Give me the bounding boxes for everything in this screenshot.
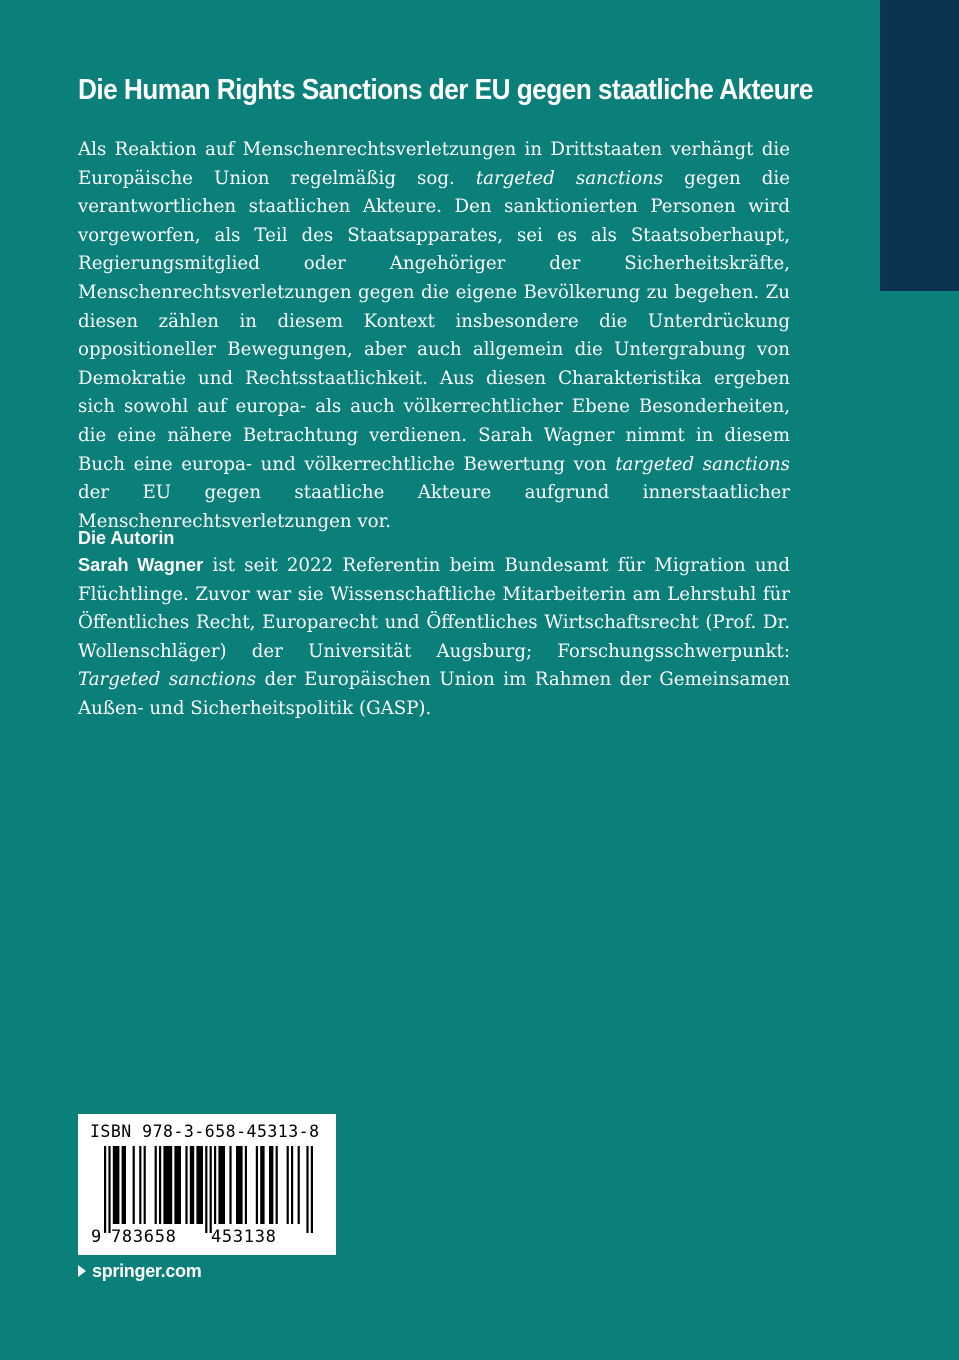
barcode-bar [214,1146,216,1224]
barcode-bar [291,1146,293,1224]
publisher-url: springer.com [92,1261,202,1281]
barcode-bar [139,1146,141,1224]
barcode-bar [159,1146,161,1224]
barcode-bar [108,1146,110,1233]
barcode-bar [185,1146,187,1224]
barcode-bar [205,1146,207,1233]
isbn-label: ISBN 978-3-658-45313-8 [90,1122,320,1141]
barcode-bar [298,1146,300,1224]
barcode-digits-left: 783658 [111,1227,177,1247]
barcode-bar [256,1146,258,1224]
barcode-bar [218,1146,225,1224]
barcode-bar [133,1146,135,1224]
barcode-bar [276,1146,278,1224]
barcode-digits-right: 453138 [211,1227,277,1247]
barcode-bar [236,1146,243,1224]
barcode-bar [122,1146,126,1224]
arrow-right-icon [78,1265,86,1277]
barcode-bar [163,1146,172,1224]
author-name: Sarah Wagner [78,555,204,575]
barcode-bar [144,1146,146,1224]
barcode-bar [229,1146,231,1224]
barcode-bar [104,1146,106,1233]
corner-accent-bar [880,0,959,291]
book-title: Die Human Rights Sanctions der EU gegen staatliche Akteure [78,74,813,106]
author-bio-part-2: der Europäischen Union im Rahmen der Gemeinsamen Außen- und Sicherheitspolitik (GASP). [78,669,790,719]
barcode-bar [269,1146,273,1224]
barcode-bar [113,1146,120,1224]
description-part-2: gegen die verantwortlichen staatlichen Akteure. Den sanktionierten Personen wird vorgeworfen, als Teil des Staatsapparates, sei es als Staatsoberhaupt, Regierungsmitglied oder Angehöriger der Sicherheitskräfte, Menschenrechtsverletzungen gegen die eigene Bevölkerung zu begehen. Zu diesen zählen in diesem Kontext insbesondere die Unterdrückung oppositioneller Bewegungen, aber auch allgemein die Untergrabung von Demokratie und Rechtsstaatlichkeit. Aus diesen Charakteristika ergeben sich sowohl auf europa- als auch völkerrechtlicher Ebene Besonderheiten, die eine nähere Betrachtung verdienen. Sarah Wagner nimmt in diesem Buch eine europa- und völkerrechtliche Bewertung von [78,167,790,475]
description-emphasis-2: targeted sanctions [615,453,790,475]
barcode-bar [287,1146,289,1224]
description-part-1: Als Reaktion auf Menschenrechtsverletzungen in Drittstaaten verhängt die Europäische Union regelmäßig sog. [78,139,790,189]
author-heading: Die Autorin [78,528,175,548]
author-bio-part-1: ist seit 2022 Referentin beim Bundesamt für Migration und Flüchtlinge. Zuvor war sie Wissenschaftliche Mitarbeiterin am Lehrstuhl für Öffentliches Recht, Europarecht und Öffentliches Wirtschaftsrecht (Prof. Dr. Wollenschläger) der Universität Augsburg; Forschungsschwerpunkt: [78,555,790,662]
barcode-box [78,1114,336,1255]
barcode-bar [155,1146,157,1224]
barcode-bar [210,1146,212,1233]
barcode-bar [174,1146,181,1224]
barcode-bar [260,1146,264,1224]
barcode-bar [190,1146,194,1224]
description-part-3: der EU gegen staatliche Akteure aufgrund innerstaatlicher Menschenrechtsverletzungen vor. [78,482,790,532]
barcode-digit-first: 9 [91,1227,102,1247]
description-emphasis-1: targeted sanctions [475,167,664,189]
author-bio [78,551,790,724]
author-bio-emphasis: Targeted sanctions [78,669,257,691]
barcode-bar [196,1146,203,1224]
barcode-bar [311,1146,313,1233]
barcode-bar [245,1146,247,1224]
publisher-link[interactable] [78,1261,201,1282]
description-text [78,136,790,536]
barcode-bar [306,1146,308,1233]
